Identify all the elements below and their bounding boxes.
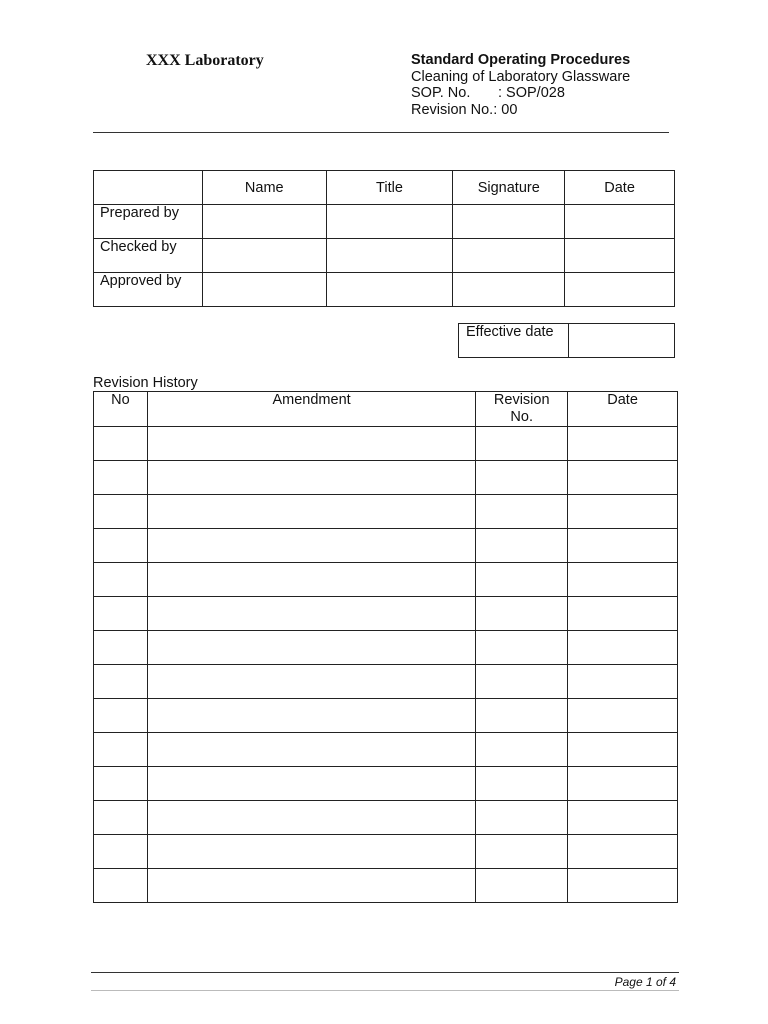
revision-header-revision-no-text: Revision No.	[493, 392, 550, 425]
revision-row	[94, 767, 678, 801]
revision-cell-amendment[interactable]	[147, 801, 475, 835]
footer-divider-light	[91, 990, 679, 991]
signoff-header-blank	[94, 171, 203, 205]
doc-title: Cleaning of Laboratory Glassware	[411, 68, 631, 85]
signoff-row-prepared	[94, 205, 675, 239]
revision-cell-revision-no[interactable]	[476, 461, 568, 495]
signoff-cell[interactable]	[565, 239, 675, 273]
revision-row	[94, 495, 678, 529]
revision-cell-date[interactable]	[568, 767, 678, 801]
signoff-cell[interactable]	[453, 273, 565, 307]
revision-cell-amendment[interactable]	[147, 461, 475, 495]
revision-row	[94, 869, 678, 903]
signoff-row-approved	[94, 273, 675, 307]
revision-row	[94, 699, 678, 733]
revision-cell-no[interactable]	[94, 529, 148, 563]
revision-cell-amendment[interactable]	[147, 529, 475, 563]
revision-history-table	[93, 391, 678, 903]
signoff-row-checked	[94, 239, 675, 273]
revision-cell-amendment[interactable]	[147, 733, 475, 767]
signoff-cell[interactable]	[326, 273, 453, 307]
revision-cell-revision-no[interactable]	[476, 801, 568, 835]
revision-cell-revision-no[interactable]	[476, 631, 568, 665]
sop-no-value: : SOP/028	[498, 85, 565, 101]
sop-number-line	[411, 85, 630, 102]
revision-cell-date[interactable]	[568, 835, 678, 869]
signoff-cell[interactable]	[326, 239, 453, 273]
revision-cell-revision-no[interactable]	[476, 597, 568, 631]
revision-header-revision-no	[476, 392, 568, 427]
revision-history-caption: Revision History	[93, 375, 198, 391]
revision-cell-amendment[interactable]	[147, 495, 475, 529]
revision-cell-no[interactable]	[94, 495, 148, 529]
page-number: Page 1 of 4	[614, 975, 676, 989]
revision-label: Revision No.:	[411, 101, 498, 118]
lab-name: XXX Laboratory	[146, 52, 264, 69]
header-divider	[93, 132, 669, 133]
revision-cell-revision-no[interactable]	[476, 529, 568, 563]
revision-cell-revision-no[interactable]	[476, 835, 568, 869]
revision-cell-date[interactable]	[568, 801, 678, 835]
revision-row	[94, 427, 678, 461]
signoff-header-signature: Signature	[453, 171, 565, 205]
revision-cell-no[interactable]	[94, 665, 148, 699]
signoff-cell[interactable]	[202, 205, 326, 239]
revision-cell-amendment[interactable]	[147, 767, 475, 801]
signoff-header-date: Date	[565, 171, 675, 205]
revision-cell-amendment[interactable]	[147, 563, 475, 597]
revision-cell-date[interactable]	[568, 869, 678, 903]
revision-cell-revision-no[interactable]	[476, 665, 568, 699]
revision-cell-amendment[interactable]	[147, 631, 475, 665]
signoff-row-label: Checked by	[94, 239, 203, 273]
revision-row	[94, 529, 678, 563]
revision-row	[94, 631, 678, 665]
revision-cell-no[interactable]	[94, 563, 148, 597]
revision-line	[411, 102, 630, 119]
revision-header-row	[94, 392, 678, 427]
revision-cell-amendment[interactable]	[147, 699, 475, 733]
revision-cell-no[interactable]	[94, 767, 148, 801]
revision-cell-date[interactable]	[568, 665, 678, 699]
revision-cell-revision-no[interactable]	[476, 427, 568, 461]
revision-header-no: No	[94, 392, 148, 427]
signoff-cell[interactable]	[202, 273, 326, 307]
signoff-table	[93, 170, 675, 307]
effective-date-table	[458, 323, 675, 358]
revision-cell-amendment[interactable]	[147, 869, 475, 903]
revision-cell-no[interactable]	[94, 869, 148, 903]
sop-no-label: SOP. No.	[411, 85, 471, 101]
revision-cell-revision-no[interactable]	[476, 733, 568, 767]
revision-row	[94, 461, 678, 495]
footer-divider	[91, 972, 679, 973]
revision-header-amendment: Amendment	[147, 392, 475, 427]
revision-cell-amendment[interactable]	[147, 597, 475, 631]
signoff-row-label: Approved by	[94, 273, 203, 307]
revision-cell-date[interactable]	[568, 495, 678, 529]
signoff-cell[interactable]	[202, 239, 326, 273]
revision-cell-no[interactable]	[94, 733, 148, 767]
revision-cell-date[interactable]	[568, 461, 678, 495]
revision-row	[94, 835, 678, 869]
revision-row	[94, 665, 678, 699]
revision-row	[94, 563, 678, 597]
revision-cell-no[interactable]	[94, 801, 148, 835]
signoff-header-title: Title	[326, 171, 453, 205]
revision-row	[94, 597, 678, 631]
revision-cell-no[interactable]	[94, 597, 148, 631]
revision-cell-no[interactable]	[94, 461, 148, 495]
revision-header-date: Date	[568, 392, 678, 427]
revision-cell-amendment[interactable]	[147, 835, 475, 869]
effective-date-value[interactable]	[568, 324, 674, 358]
revision-cell-revision-no[interactable]	[476, 699, 568, 733]
revision-row	[94, 801, 678, 835]
signoff-header-row	[94, 171, 675, 205]
revision-cell-amendment[interactable]	[147, 427, 475, 461]
revision-cell-no[interactable]	[94, 699, 148, 733]
revision-row	[94, 733, 678, 767]
revision-cell-amendment[interactable]	[147, 665, 475, 699]
signoff-cell[interactable]	[453, 205, 565, 239]
revision-cell-date[interactable]	[568, 597, 678, 631]
revision-cell-no[interactable]	[94, 835, 148, 869]
signoff-cell[interactable]	[326, 205, 453, 239]
signoff-row-label: Prepared by	[94, 205, 203, 239]
revision-cell-revision-no[interactable]	[476, 495, 568, 529]
revision-cell-revision-no[interactable]	[476, 869, 568, 903]
revision-cell-date[interactable]	[568, 529, 678, 563]
revision-cell-date[interactable]	[568, 427, 678, 461]
revision-cell-date[interactable]	[568, 699, 678, 733]
revision-cell-no[interactable]	[94, 427, 148, 461]
effective-date-label: Effective date	[459, 324, 569, 358]
signoff-cell[interactable]	[453, 239, 565, 273]
doc-type: Standard Operating Procedures	[411, 52, 631, 68]
signoff-cell[interactable]	[565, 205, 675, 239]
revision-cell-date[interactable]	[568, 733, 678, 767]
revision-cell-revision-no[interactable]	[476, 767, 568, 801]
sop-header	[411, 52, 630, 118]
revision-cell-revision-no[interactable]	[476, 563, 568, 597]
revision-cell-date[interactable]	[568, 631, 678, 665]
signoff-cell[interactable]	[565, 273, 675, 307]
revision-cell-no[interactable]	[94, 631, 148, 665]
revision-cell-date[interactable]	[568, 563, 678, 597]
revision-value: 00	[501, 101, 518, 118]
signoff-header-name: Name	[202, 171, 326, 205]
